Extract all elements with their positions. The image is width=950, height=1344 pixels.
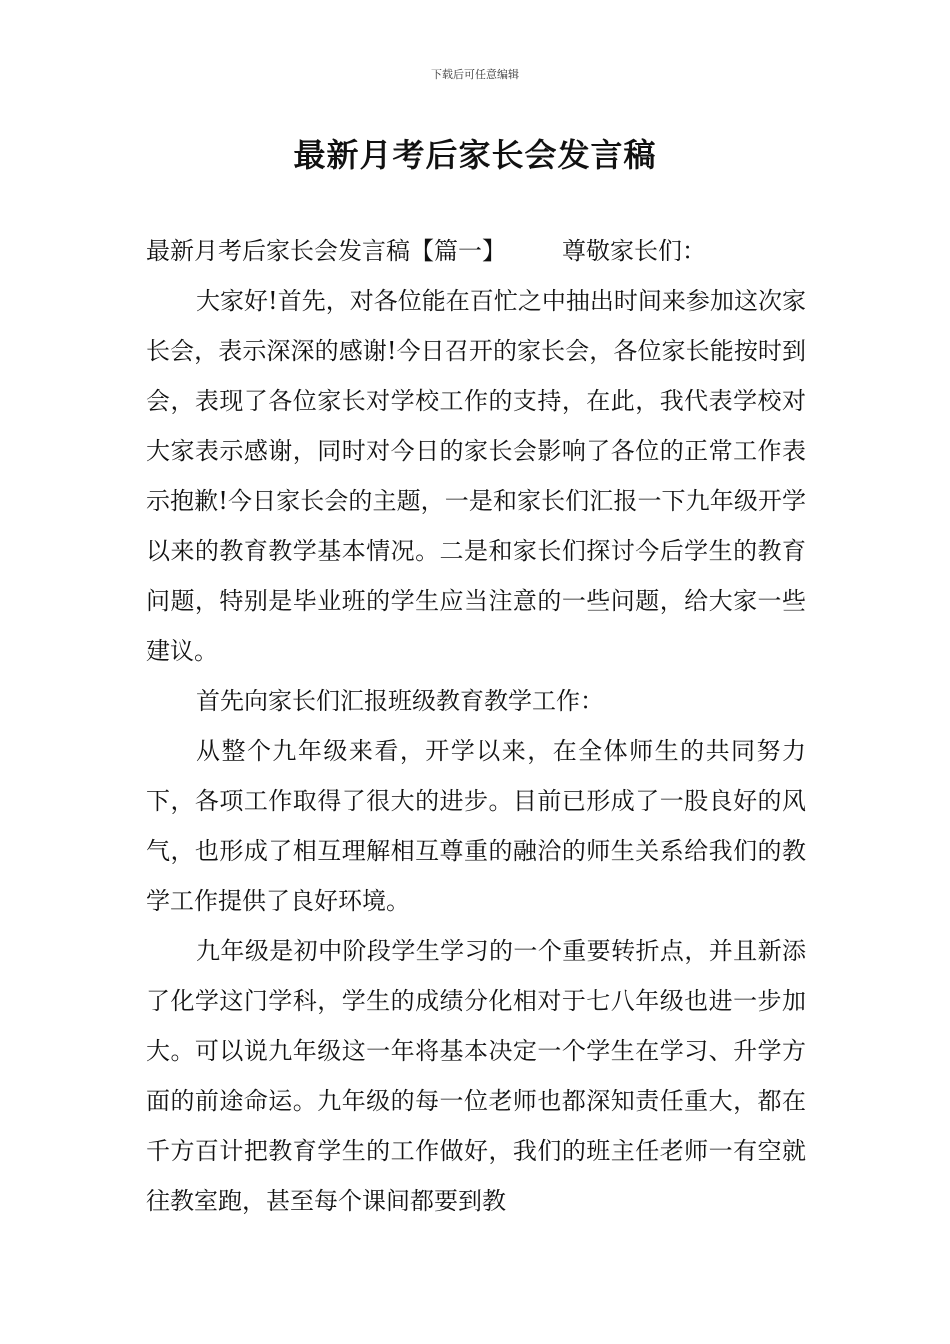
paragraph-report-intro: 首先向家长们汇报班级教育教学工作： — [196, 687, 604, 715]
salutation: 尊敬家长们： — [562, 237, 706, 265]
document-body — [146, 226, 806, 1226]
paragraph-greeting: 大家好!首先，对各位能在百忙之中抽出时间来参加这次家长会，表示深深的感谢!今日召开的家长会，各位家长能按时到会，表现了各位家长对学校工作的支持，在此，我代表学校对大家表示感谢，同时对今日的家长会影响了各位的正常工作表示抱歉!今日家长会的主题，一是和家长们汇报一下九年级开学以来的教育教学基本情况。二是和家长们探讨今后学生的教育问题，特别是毕业班的学生应当注意的一些问题，给大家一些建议。 — [146, 287, 806, 665]
section-heading: 最新月考后家长会发言稿【篇一】 — [146, 237, 506, 265]
document-title: 最新月考后家长会发言稿 — [293, 136, 657, 174]
lead-line — [146, 226, 806, 276]
paragraph-overview: 从整个九年级来看，开学以来，在全体师生的共同努力下，各项工作取得了很大的进步。目前已形成了一股良好的风气，也形成了相互理解相互尊重的融洽的师生关系给我们的教学工作提供了良好环境。 — [146, 737, 806, 915]
paragraph-grade-nine: 九年级是初中阶段学生学习的一个重要转折点，并且新添了化学这门学科，学生的成绩分化相对于七八年级也进一步加大。可以说九年级这一年将基本决定一个学生在学习、升学方面的前途命运。九年级的每一位老师也都深知责任重大，都在千方百计把教育学生的工作做好，我们的班主任老师一有空就往教室跑，甚至每个课间都要到教 — [146, 937, 806, 1215]
header-note: 下载后可任意编辑 — [431, 68, 519, 81]
